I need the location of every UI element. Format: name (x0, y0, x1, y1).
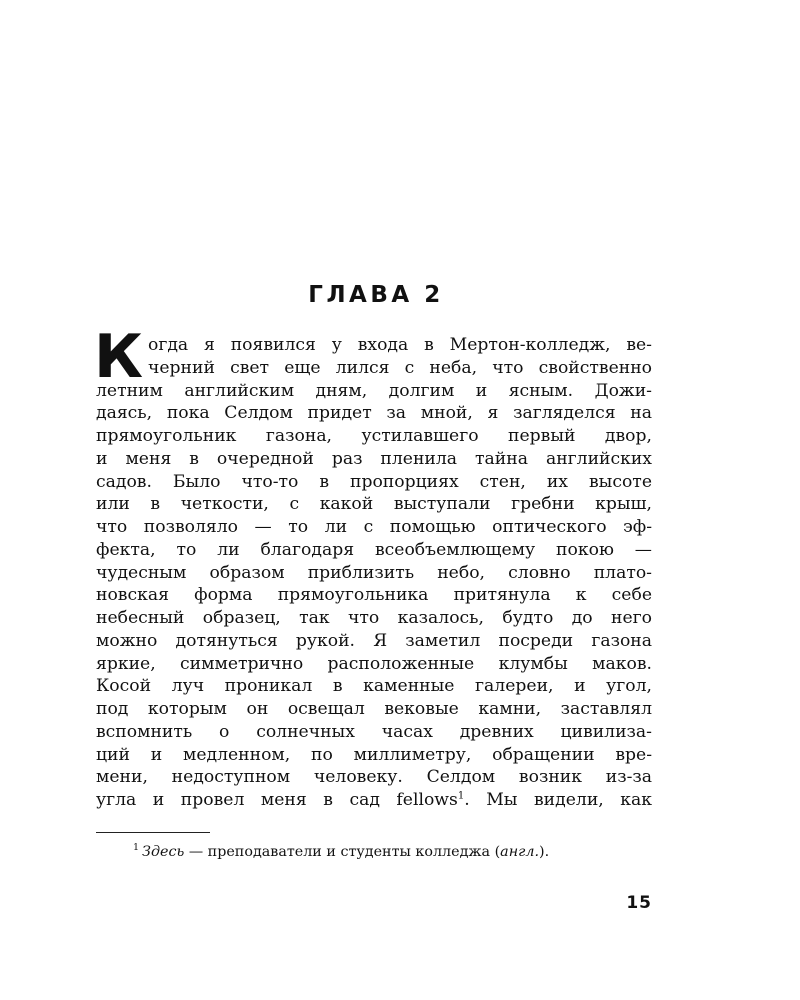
body-text (94, 322, 652, 812)
text-line-last (96, 789, 652, 812)
text-line: яркие, симметрично расположенные клумбы маков. (96, 653, 652, 674)
footnote-divider (96, 832, 210, 833)
text-line: летним английским дням, долгим и ясным. Дожи- (96, 380, 652, 401)
text-line: вспомнить о солнечных часах древних цивилиза- (96, 721, 652, 742)
footnote (133, 843, 653, 861)
text-line: даясь, пока Селдом придет за мной, я загляделся на (96, 403, 652, 424)
text-line: и меня в очередной раз пленила тайна английских (96, 448, 652, 469)
drop-cap: К (94, 322, 144, 392)
footnote-reference[interactable]: 1 (457, 790, 465, 802)
footnote-closing: ). (539, 844, 550, 860)
text-line: мени, недоступном человеку. Селдом возник из-за (96, 767, 652, 788)
text-line: огда я появился у входа в Мертон-колледж, ве- (148, 335, 652, 355)
text-line: новская форма прямоугольника притянула к себе (96, 585, 652, 606)
text-line: прямоугольник газона, устилавшего первый двор, (96, 426, 652, 446)
text-line: черний свет еще лился с неба, что свойственно (148, 357, 652, 378)
footnote-number: 1 (133, 842, 140, 854)
chapter-title: ГЛАВА 2 (308, 282, 444, 308)
text-line: под которым он освещал вековые камни, заставлял (96, 699, 652, 719)
footnote-text: — преподаватели и студенты колледжа ( (184, 844, 501, 860)
text-segment: . Мы видели, как (464, 790, 652, 810)
page-number: 15 (626, 893, 652, 913)
text-line: фекта, то ли благодаря всеобъемлющему покою — (96, 539, 652, 560)
text-line: ций и медленном, по миллиметру, обращении вре- (96, 744, 652, 765)
text-segment: угла и провел меня в сад fellows (96, 790, 458, 810)
text-line: что позволяло — то ли с помощью оптического эф- (96, 517, 652, 537)
footnote-italic-term: Здесь (142, 844, 185, 860)
text-line: можно дотянуться рукой. Я заметил посреди газона (96, 630, 652, 651)
text-line: садов. Было что-то в пропорциях стен, их высоте (96, 471, 652, 492)
footnote-language: англ. (500, 844, 539, 860)
text-line: чудесным образом приблизить небо, словно плато- (96, 562, 652, 583)
text-line: Косой луч проникал в каменные галереи, и угол, (96, 676, 652, 697)
text-line: или в четкости, с какой выступали гребни крыш, (96, 494, 652, 515)
text-line: небесный образец, так что казалось, будто до него (96, 608, 652, 628)
